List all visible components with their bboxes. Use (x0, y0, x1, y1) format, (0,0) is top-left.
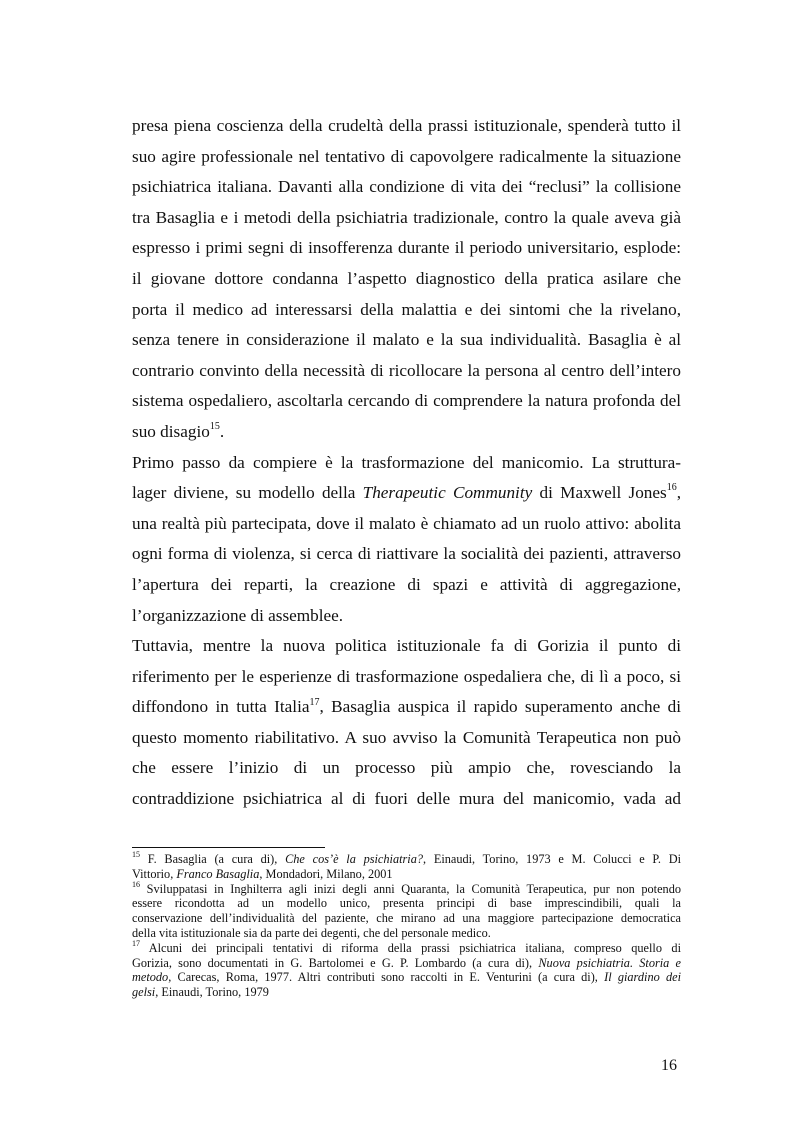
text-line: l’apertura dei reparti, la creazione di spazi e attività di aggregazione, (132, 574, 681, 594)
text-fragment: . (219, 421, 225, 441)
text-fragment: , Carecas, Roma, 1977. Altri contributi sono raccolti in E. Venturini (a cura di), (168, 970, 605, 985)
text-fragment: , Basaglia auspica il rapido superamento anche di (319, 697, 681, 717)
emphasis-title: Il giardino dei (604, 970, 681, 985)
text-fragment: Gorizia, sono documentati in G. Bartolomei e G. P. Lombardo (a cura di), (132, 955, 539, 970)
footnote-16 (132, 879, 681, 897)
text-fragment: diffondono in tutta Italia (132, 697, 310, 717)
text-fragment: Sviluppatasi in Inghilterra agli inizi degli anni Quaranta, la Comunità Terapeutica, pur non potendo (140, 881, 681, 896)
text-line: Tuttavia, mentre la nuova politica istituzionale fa di Gorizia il punto di (132, 636, 681, 656)
footnotes (132, 849, 682, 1000)
footnote-separator (132, 847, 325, 848)
text-line: sistema ospedaliero, ascoltarla cercando di comprendere la natura profonda del (132, 391, 681, 411)
footnote-17-cont (132, 956, 681, 971)
text-fragment: , Mondadori, Milano, 2001 (259, 866, 393, 881)
text-fragment: Vittorio, (132, 866, 177, 881)
text-line: tra Basaglia e i metodi della psichiatria tradizionale, contro la quale aveva già (132, 207, 681, 227)
emphasis-title: metodo (132, 970, 169, 985)
text-fragment: , Einaudi, Torino, 1979 (155, 985, 269, 1000)
text-line: il giovane dottore condanna l’aspetto diagnostico della pratica asilare che (132, 268, 681, 288)
footnote-ref-15[interactable]: 15 (209, 421, 220, 433)
text-line: l’organizzazione di assemblee. (132, 605, 344, 625)
text-line: porta il medico ad interessarsi della malattia e dei sintomi che la rivelano, (132, 299, 681, 319)
text-line (132, 417, 681, 448)
emphasis-therapeutic-community: Therapeutic Community (362, 483, 533, 503)
footnote-17-cont (132, 970, 681, 985)
emphasis-title: Che cos’è la psichiatria? (285, 852, 424, 866)
text-fragment: suo disagio (132, 421, 210, 441)
text-line: riferimento per le esperienze di trasformazione ospedaliera che, di lì a poco, si (132, 666, 681, 686)
emphasis-title: gelsi (132, 985, 156, 1000)
footnote-16-cont: essere ricondotta ad un modello unico, presenta principi di base imprescindibili, quali la (132, 896, 681, 911)
footnote-16-cont: della vita istituzionale sia da parte dei degenti, che del personale medico. (132, 925, 491, 940)
text-line: presa piena coscienza della crudeltà della prassi istituzionale, spenderà tutto il (132, 116, 681, 135)
text-fragment: di Maxwell Jones (539, 483, 667, 503)
page-number: 16 (661, 1057, 677, 1074)
emphasis-title: Franco Basaglia (176, 866, 260, 881)
footnote-16-cont: conservazione dell’individualità del paziente, che mirano ad una maggiore partecipazione democratica (132, 911, 681, 926)
main-text-body (132, 111, 681, 815)
text-line: una realtà più partecipata, dove il malato è chiamato ad un ruolo attivo: abolita (132, 513, 681, 533)
text-line: espresso i primi segni di insofferenza durante il periodo universitario, esplode: (132, 238, 681, 258)
text-line: contraddizione psichiatrica al di fuori delle mura del manicomio, vada ad (132, 789, 681, 809)
footnote-15 (132, 849, 682, 867)
emphasis-title: Nuova psichiatria. Storia e (538, 955, 682, 970)
text-line: senza tenere in considerazione il malato e la sua individualità. Basaglia è al (132, 330, 681, 350)
footnote-17 (132, 938, 681, 956)
text-line: psichiatrica italiana. Davanti alla condizione di vita dei “reclusi” la collisione (132, 177, 681, 197)
footnote-ref-17[interactable]: 17 (309, 696, 320, 708)
text-fragment: , (676, 483, 682, 503)
text-line: che essere l’inizio di un processo più ampio che, rovesciando la (132, 758, 681, 778)
footnote-number: 16 (132, 879, 140, 889)
text-fragment: Alcuni dei principali tentativi di riforma della prassi psichiatrica italiana, compreso quello di (140, 940, 681, 955)
text-line (132, 692, 681, 723)
text-fragment: , Einaudi, Torino, 1973 e M. Colucci e P. Di (423, 852, 682, 866)
text-line: ogni forma di violenza, si cerca di riattivare la socialità dei pazienti, attraverso (132, 544, 681, 564)
text-line: contrario convinto della necessità di ricollocare la persona al centro dell’intero (132, 360, 681, 380)
footnote-number: 17 (132, 938, 140, 948)
text-line (132, 478, 681, 509)
footnote-17-cont (132, 985, 681, 1000)
footnote-ref-16[interactable]: 16 (666, 482, 677, 494)
footnote-number: 15 (132, 849, 140, 859)
text-line: Primo passo da compiere è la trasformazione del manicomio. La struttura- (132, 452, 681, 472)
text-line: questo momento riabilitativo. A suo avviso la Comunità Terapeutica non può (132, 727, 681, 747)
text-line: suo agire professionale nel tentativo di capovolgere radicalmente la situazione (132, 146, 681, 166)
text-fragment: lager diviene, su modello della (132, 483, 356, 503)
text-fragment: F. Basaglia (a cura di), (140, 852, 286, 866)
footnote-15-cont (132, 867, 681, 882)
